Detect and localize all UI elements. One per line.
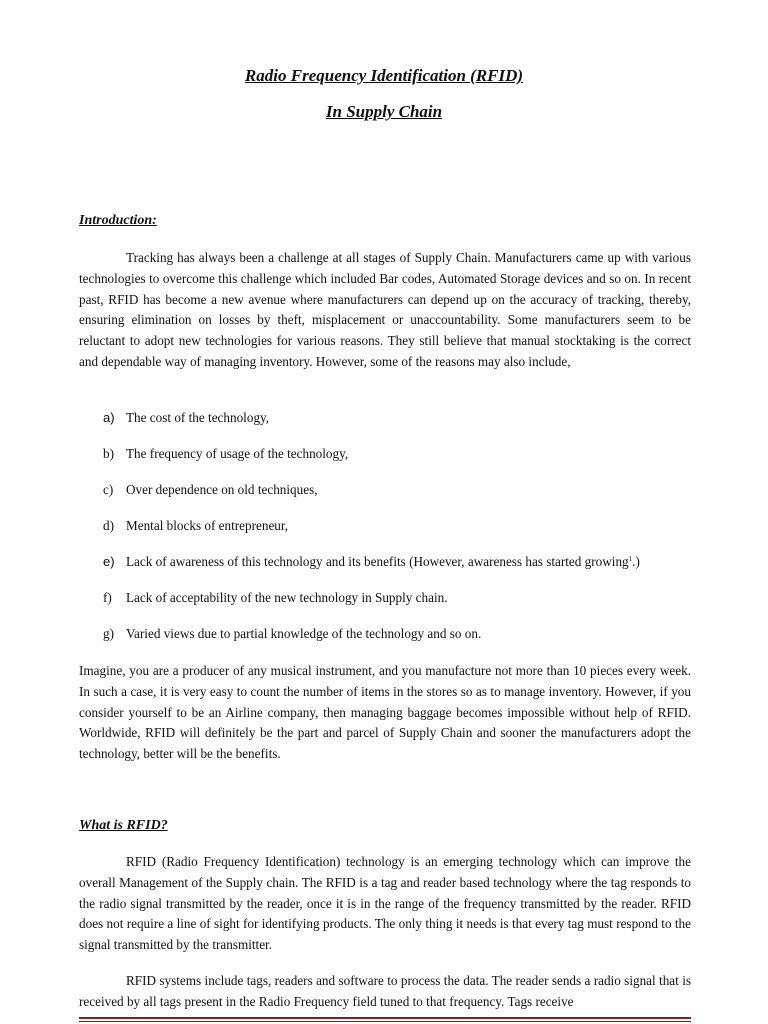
list-marker: b) [103,446,114,461]
list-marker: a) [103,410,115,425]
list-item-text: Mental blocks of entrepreneur, [126,518,289,533]
list-item [103,410,269,426]
list-item [103,626,481,642]
footnote-reference[interactable]: 1 [628,555,633,563]
list-item-suffix: .) [632,554,640,569]
section-heading-what-is-rfid: What is RFID? [79,818,168,833]
list-item-text: Varied views due to partial knowledge of the technology and so on. [126,626,482,641]
list-item [103,446,348,462]
section-heading-introduction: Introduction: [79,213,157,228]
list-item [103,554,640,570]
list-marker: g) [103,626,114,641]
footer-rule-thin [79,1021,691,1022]
rfid-paragraph-1: RFID (Radio Frequency Identification) technology is an emerging technology which can improve the overall Management of the Supply chain. The RFID is a tag and reader based technology where the tag responds to the radio signal transmitted by the reader, once it is in the range of the frequency transmitted by the reader. RFID does not require a line of sight for identifying products. The only thing it needs is that every tag must respond to the signal transmitted by the transmitter. [79,854,691,953]
list-item-text: Over dependence on old techniques, [126,482,318,497]
list-item-text: The cost of the technology, [126,410,270,425]
list-item [103,518,288,534]
document-title: Radio Frequency Identification (RFID) [244,66,524,85]
document-subtitle: In Supply Chain [325,102,443,121]
list-marker: c) [103,482,114,497]
list-marker: f) [103,590,112,605]
list-item-text: Lack of awareness of this technology and its benefits (However, awareness has started growing [126,554,629,569]
list-item-text: The frequency of usage of the technology, [126,446,349,461]
intro-paragraph-2: Imagine, you are a producer of any musical instrument, and you manufacture not more than 10 pieces every week. In such a case, it is very easy to count the number of items in the stores so as to manage inventory. However, if you consider yourself to be an Airline company, then managing baggage becomes impossible without help of RFID. Worldwide, RFID will definitely be the part and parcel of Supply Chain and sooner the manufacturers adopt the technology, better will be the benefits. [79,663,691,762]
list-item-text: Lack of acceptability of the new technology in Supply chain. [126,590,448,605]
list-marker: e) [103,554,115,569]
rfid-paragraph-2: RFID systems include tags, readers and software to process the data. The reader sends a radio signal that is received by all tags present in the Radio Frequency field tuned to that frequency. Tags receive [79,973,691,1009]
list-item [103,482,318,498]
intro-paragraph-1: Tracking has always been a challenge at all stages of Supply Chain. Manufacturers came up with various technologies to overcome this challenge which included Bar codes, Automated Storage devices and so on. In recent past, RFID has become a new avenue where manufacturers can depend up on the accuracy of tracking, thereby, ensuring elimination on losses by theft, misplacement or unaccountability. Some manufacturers seem to be reluctant to adopt new technologies for various reasons. They still believe that manual stocktaking is the correct and dependable way of managing inventory. However, some of the reasons may also include, [79,250,691,369]
list-marker: d) [103,518,114,533]
footer-rule [79,1017,691,1019]
list-item [103,590,448,606]
